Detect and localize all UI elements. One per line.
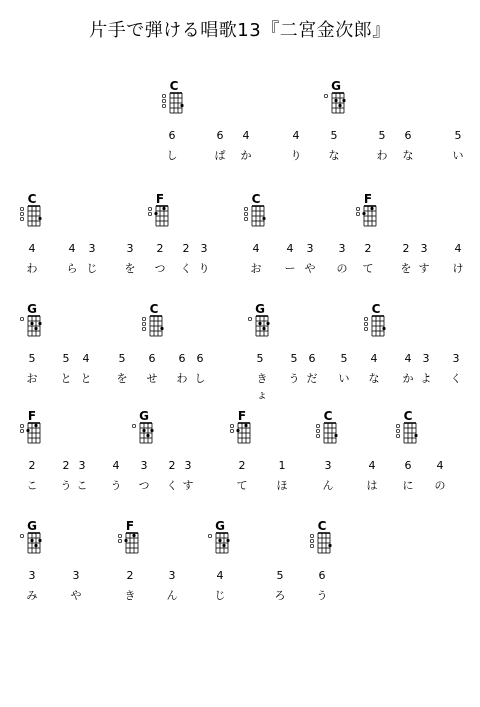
chord-name: C: [169, 79, 179, 93]
note-number: 5: [118, 352, 126, 365]
note-number: 3: [184, 459, 192, 472]
lyric-syllable: わ: [376, 149, 388, 162]
lyric-syllable: と: [80, 372, 92, 385]
lyric-syllable: わ: [26, 262, 38, 275]
note-number: 3: [420, 242, 428, 255]
chord-G: [18, 303, 52, 337]
note-number: 4: [82, 352, 90, 365]
chord-F: [354, 193, 388, 227]
chord-diagram: [116, 532, 150, 554]
note-number: 3: [168, 569, 176, 582]
lyric-syllable: ー: [284, 262, 296, 275]
chord-diagram: [18, 315, 52, 337]
lyric-syllable: を: [124, 262, 136, 275]
open-string-marker: [316, 424, 319, 427]
open-string-marker: [356, 207, 359, 210]
lyric-syllable: い: [452, 149, 464, 162]
chord-name: C: [403, 409, 413, 423]
chord-name: C: [149, 302, 159, 316]
note-number: 3: [452, 352, 460, 365]
chord-C: [242, 193, 276, 227]
finger-dot: [414, 434, 417, 437]
chord-diagram: [354, 205, 388, 227]
finger-dot: [34, 424, 37, 427]
open-string-marker: [20, 429, 23, 432]
finger-dot: [328, 544, 331, 547]
lyric-syllable: を: [116, 372, 128, 385]
chord-G: [18, 520, 52, 554]
note-number: 6: [318, 569, 326, 582]
note-number: 4: [112, 459, 120, 472]
chord-name: C: [317, 519, 327, 533]
finger-dot: [142, 429, 145, 432]
note-number: 4: [370, 352, 378, 365]
chord-diagram: [228, 422, 262, 444]
finger-dot: [370, 207, 373, 210]
lyric-syllable: と: [60, 372, 72, 385]
open-string-marker: [20, 217, 23, 220]
open-string-marker: [208, 534, 211, 537]
note-number: 5: [378, 129, 386, 142]
note-number: 5: [256, 352, 264, 365]
open-string-marker: [230, 424, 233, 427]
open-string-marker: [310, 539, 313, 542]
chord-diagram: [394, 422, 428, 444]
lyric-syllable: し: [166, 149, 178, 162]
chord-diagram: [18, 205, 52, 227]
open-string-marker: [364, 317, 367, 320]
lyric-syllable: を: [400, 262, 412, 275]
note-number: 5: [454, 129, 462, 142]
lyric-syllable: お: [250, 262, 262, 275]
chord-C: [308, 520, 342, 554]
lyric-syllable: か: [402, 372, 414, 385]
open-string-marker: [310, 534, 313, 537]
lyric-syllable: じ: [86, 262, 98, 275]
lyric-syllable: う: [110, 479, 122, 492]
finger-dot: [262, 327, 265, 330]
finger-dot: [30, 322, 33, 325]
note-number: 5: [340, 352, 348, 365]
note-number: 4: [242, 129, 250, 142]
chord-diagram: [314, 422, 348, 444]
chord-name: F: [27, 409, 37, 423]
open-string-marker: [132, 424, 135, 427]
lyric-syllable: す: [182, 479, 194, 492]
lyric-syllable: う: [288, 372, 300, 385]
chord-C: [314, 410, 348, 444]
lyric-syllable: く: [166, 479, 178, 492]
score-line: [0, 402, 480, 512]
lyric-syllable: い: [338, 372, 350, 385]
lyric-syllable: な: [402, 149, 414, 162]
open-string-marker: [244, 217, 247, 220]
lyrics: [0, 371, 480, 401]
lyric-syllable: せ: [146, 372, 158, 385]
open-string-marker: [356, 212, 359, 215]
finger-dot: [218, 539, 221, 542]
note-numbers: [0, 351, 480, 367]
note-number: 3: [88, 242, 96, 255]
lyric-syllable: ろ: [274, 589, 286, 602]
chord-name: F: [155, 192, 165, 206]
chord-diagram: [322, 92, 356, 114]
note-number: 5: [28, 352, 36, 365]
lyric-syllable: ぱ: [214, 149, 226, 162]
note-number: 3: [422, 352, 430, 365]
open-string-marker: [118, 534, 121, 537]
lyric-syllable: ら: [66, 262, 78, 275]
finger-dot: [150, 429, 153, 432]
chord-diagram: [18, 532, 52, 554]
lyric-syllable: す: [418, 262, 430, 275]
note-numbers: [0, 458, 480, 474]
chord-G: [130, 410, 164, 444]
note-number: 6: [178, 352, 186, 365]
note-number: 4: [28, 242, 36, 255]
note-number: 3: [126, 242, 134, 255]
chord-C: [394, 410, 428, 444]
finger-dot: [342, 99, 345, 102]
open-string-marker: [364, 322, 367, 325]
note-number: 3: [28, 569, 36, 582]
note-number: 4: [292, 129, 300, 142]
chord-C: [362, 303, 396, 337]
lyric-syllable: は: [366, 479, 378, 492]
lyric-syllable: な: [328, 149, 340, 162]
note-number: 2: [402, 242, 410, 255]
finger-dot: [162, 207, 165, 210]
note-number: 4: [286, 242, 294, 255]
finger-dot: [38, 322, 41, 325]
finger-dot: [38, 217, 41, 220]
finger-dot: [362, 212, 365, 215]
note-number: 4: [216, 569, 224, 582]
chord-G: [246, 303, 280, 337]
lyric-syllable: や: [304, 262, 316, 275]
open-string-marker: [248, 317, 251, 320]
open-string-marker: [364, 327, 367, 330]
chord-name: C: [251, 192, 261, 206]
open-string-marker: [316, 434, 319, 437]
chord-name: G: [215, 519, 225, 533]
finger-dot: [34, 327, 37, 330]
note-numbers: [0, 568, 480, 584]
finger-dot: [132, 534, 135, 537]
open-string-marker: [20, 212, 23, 215]
note-numbers: [0, 241, 480, 257]
finger-dot: [26, 429, 29, 432]
finger-dot: [180, 104, 183, 107]
note-number: 6: [148, 352, 156, 365]
open-string-marker: [118, 539, 121, 542]
note-number: 4: [436, 459, 444, 472]
chord-diagram: [140, 315, 174, 337]
finger-dot: [222, 544, 225, 547]
lyric-syllable: う: [316, 589, 328, 602]
lyric-syllable: だ: [306, 372, 318, 385]
lyric-syllable: ん: [322, 479, 334, 492]
finger-dot: [34, 544, 37, 547]
chord-G: [206, 520, 240, 554]
finger-dot: [334, 434, 337, 437]
note-number: 2: [364, 242, 372, 255]
lyric-syllable: ほ: [276, 479, 288, 492]
lyric-syllable: け: [452, 262, 464, 275]
open-string-marker: [148, 212, 151, 215]
chord-name: G: [27, 302, 37, 316]
lyric-syllable: こ: [26, 479, 38, 492]
lyric-syllable: ん: [166, 589, 178, 602]
chord-diagram: [18, 422, 52, 444]
chord-C: [140, 303, 174, 337]
note-numbers: [0, 128, 480, 144]
finger-dot: [160, 327, 163, 330]
lyric-syllable: わ: [176, 372, 188, 385]
note-number: 3: [306, 242, 314, 255]
lyric-syllable: よ: [420, 372, 432, 385]
lyric-syllable: じ: [214, 589, 226, 602]
chord-name: F: [237, 409, 247, 423]
note-number: 4: [368, 459, 376, 472]
finger-dot: [262, 217, 265, 220]
open-string-marker: [162, 94, 165, 97]
lyrics: [0, 588, 480, 604]
note-number: 2: [156, 242, 164, 255]
open-string-marker: [244, 207, 247, 210]
lyric-syllable: き: [124, 589, 136, 602]
finger-dot: [124, 539, 127, 542]
lyrics: [0, 148, 480, 164]
note-number: 4: [404, 352, 412, 365]
note-number: 1: [278, 459, 286, 472]
lyric-syllable: きょ: [256, 372, 268, 401]
finger-dot: [236, 429, 239, 432]
chord-C: [160, 80, 194, 114]
finger-dot: [334, 99, 337, 102]
note-number: 3: [324, 459, 332, 472]
open-string-marker: [396, 424, 399, 427]
note-number: 2: [28, 459, 36, 472]
chord-name: G: [139, 409, 149, 423]
page-title: 片手で弾ける唱歌13『二宮金次郎』: [89, 20, 391, 41]
lyric-syllable: み: [26, 589, 38, 602]
finger-dot: [244, 424, 247, 427]
note-number: 6: [168, 129, 176, 142]
chord-diagram: [206, 532, 240, 554]
note-number: 2: [182, 242, 190, 255]
finger-dot: [338, 104, 341, 107]
score-line: [0, 185, 480, 295]
note-number: 2: [168, 459, 176, 472]
lyric-syllable: く: [180, 262, 192, 275]
open-string-marker: [324, 94, 327, 97]
finger-dot: [382, 327, 385, 330]
note-number: 2: [126, 569, 134, 582]
lyric-syllable: こ: [76, 479, 88, 492]
lyric-syllable: り: [290, 149, 302, 162]
open-string-marker: [162, 99, 165, 102]
open-string-marker: [142, 322, 145, 325]
lyric-syllable: か: [240, 149, 252, 162]
open-string-marker: [310, 544, 313, 547]
chord-name: G: [255, 302, 265, 316]
note-number: 4: [252, 242, 260, 255]
chord-F: [18, 410, 52, 444]
lyric-syllable: に: [402, 479, 414, 492]
open-string-marker: [396, 434, 399, 437]
score-line: [0, 295, 480, 405]
note-number: 6: [308, 352, 316, 365]
open-string-marker: [162, 104, 165, 107]
note-number: 4: [454, 242, 462, 255]
lyric-syllable: う: [60, 479, 72, 492]
note-number: 5: [276, 569, 284, 582]
chord-name: G: [27, 519, 37, 533]
chord-diagram: [130, 422, 164, 444]
lyric-syllable: の: [434, 479, 446, 492]
finger-dot: [38, 539, 41, 542]
open-string-marker: [20, 317, 23, 320]
open-string-marker: [142, 317, 145, 320]
chord-diagram: [146, 205, 180, 227]
open-string-marker: [148, 207, 151, 210]
finger-dot: [258, 322, 261, 325]
finger-dot: [146, 434, 149, 437]
finger-dot: [154, 212, 157, 215]
note-number: 3: [78, 459, 86, 472]
lyric-syllable: て: [236, 479, 248, 492]
open-string-marker: [20, 207, 23, 210]
chord-diagram: [308, 532, 342, 554]
note-number: 5: [290, 352, 298, 365]
open-string-marker: [230, 429, 233, 432]
chord-F: [146, 193, 180, 227]
note-number: 2: [62, 459, 70, 472]
open-string-marker: [316, 429, 319, 432]
score-line: [0, 512, 480, 622]
lyric-syllable: り: [198, 262, 210, 275]
lyric-syllable: つ: [138, 479, 150, 492]
chord-diagram: [160, 92, 194, 114]
chord-F: [116, 520, 150, 554]
note-number: 3: [140, 459, 148, 472]
note-number: 3: [338, 242, 346, 255]
note-number: 3: [200, 242, 208, 255]
lyric-syllable: く: [450, 372, 462, 385]
note-number: 6: [404, 129, 412, 142]
chord-name: F: [125, 519, 135, 533]
chord-name: F: [363, 192, 373, 206]
note-number: 5: [62, 352, 70, 365]
note-number: 3: [72, 569, 80, 582]
score-line: [0, 72, 480, 182]
lyric-syllable: や: [70, 589, 82, 602]
chord-diagram: [242, 205, 276, 227]
lyric-syllable: し: [194, 372, 206, 385]
chord-F: [228, 410, 262, 444]
lyric-syllable: つ: [154, 262, 166, 275]
lyric-syllable: の: [336, 262, 348, 275]
lyrics: [0, 478, 480, 494]
open-string-marker: [20, 424, 23, 427]
note-number: 2: [238, 459, 246, 472]
note-number: 4: [68, 242, 76, 255]
finger-dot: [30, 539, 33, 542]
chord-name: C: [371, 302, 381, 316]
open-string-marker: [244, 212, 247, 215]
chord-diagram: [246, 315, 280, 337]
chord-diagram: [362, 315, 396, 337]
chord-name: C: [323, 409, 333, 423]
chord-name: C: [27, 192, 37, 206]
lyric-syllable: な: [368, 372, 380, 385]
lyric-syllable: て: [362, 262, 374, 275]
open-string-marker: [20, 534, 23, 537]
chord-C: [18, 193, 52, 227]
note-number: 6: [196, 352, 204, 365]
lyric-syllable: お: [26, 372, 38, 385]
finger-dot: [226, 539, 229, 542]
finger-dot: [266, 322, 269, 325]
note-number: 5: [330, 129, 338, 142]
lyrics: [0, 261, 480, 277]
note-number: 6: [216, 129, 224, 142]
open-string-marker: [396, 429, 399, 432]
open-string-marker: [142, 327, 145, 330]
note-number: 6: [404, 459, 412, 472]
chord-name: G: [331, 79, 341, 93]
chord-G: [322, 80, 356, 114]
